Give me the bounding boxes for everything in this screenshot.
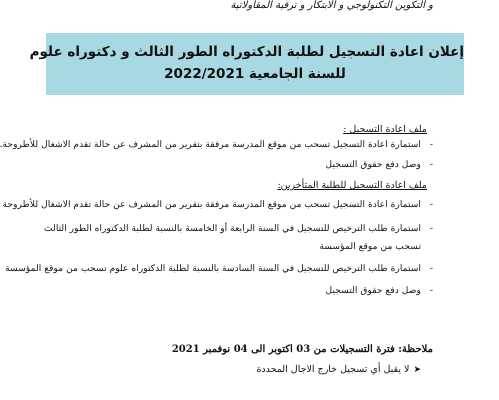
list-item xyxy=(42,220,433,256)
banner-title: إعلان اعادة التسجيل لطلبة الدكتوراه الطور الثالث و دكتوراه علوم xyxy=(29,44,464,60)
list-item-text: استمارة اعادة التسجيل تسحب من موقع المدرسة مرفقة بتقرير من المشرف عن حالة تقدم الاشغال للأطروحة. xyxy=(0,139,421,150)
header-line: و التكوين التكنولوجي و الابتكار و ترقية المقاولاتية xyxy=(230,0,433,11)
list-item-text: استمارة طلب الترخيص للتسجيل في السنة الرابعة أو الخامسة بالنسبة لطلبة الدكتوراه الطور الثالث تسحب من موقع المؤسسة xyxy=(44,223,421,252)
list-item-text: استمارة اعادة التسجيل تسحب من موقع المدرسة مرفقة بتقرير من المشرف عن حالة تقدم الاشغال للأطروحة xyxy=(2,199,421,210)
arrow-left-icon: ➤ xyxy=(413,365,421,375)
list-item xyxy=(42,156,433,174)
note-subtext: لا يقبل أي تسجيل خارج الاجال المحددة xyxy=(256,364,410,375)
list-item-text: وصل دفع حقوق التسجيل xyxy=(325,285,421,296)
bullet-dash: - xyxy=(429,139,433,150)
bullet-dash: - xyxy=(429,199,433,210)
bullet-dash: - xyxy=(429,223,433,234)
list-item xyxy=(42,282,433,300)
section-title-reregistration xyxy=(343,124,427,135)
list-item-text: استمارة طلب الترخيص للتسجيل في السنة السادسة بالنسبة لطلبة الدكتوراه علوم تسحب من موقع المؤسسة xyxy=(5,263,421,274)
list-item-text: وصل دفع حقوق التسجيل xyxy=(325,159,421,170)
bullet-dash: - xyxy=(429,285,433,296)
section-title-text: ملف اعادة التسجيل للطلبة المتأخرين: xyxy=(277,180,427,191)
list-item xyxy=(0,136,433,154)
list-item xyxy=(5,260,433,278)
note-deadline-warning xyxy=(256,364,421,375)
bullet-dash: - xyxy=(429,159,433,170)
bullet-dash: - xyxy=(429,263,433,274)
section-title-late-students xyxy=(277,180,427,191)
note-registration-period: ملاحظة: فترة التسجيلات من 03 اكتوبر الى 04 نوفمبر 2021 xyxy=(171,344,433,355)
list-item xyxy=(2,196,433,214)
section-title-text: ملف اعادة التسجيل : xyxy=(343,124,427,135)
banner-year: للسنة الجامعية 2022/2021 xyxy=(164,66,346,82)
announcement-banner xyxy=(29,33,464,95)
